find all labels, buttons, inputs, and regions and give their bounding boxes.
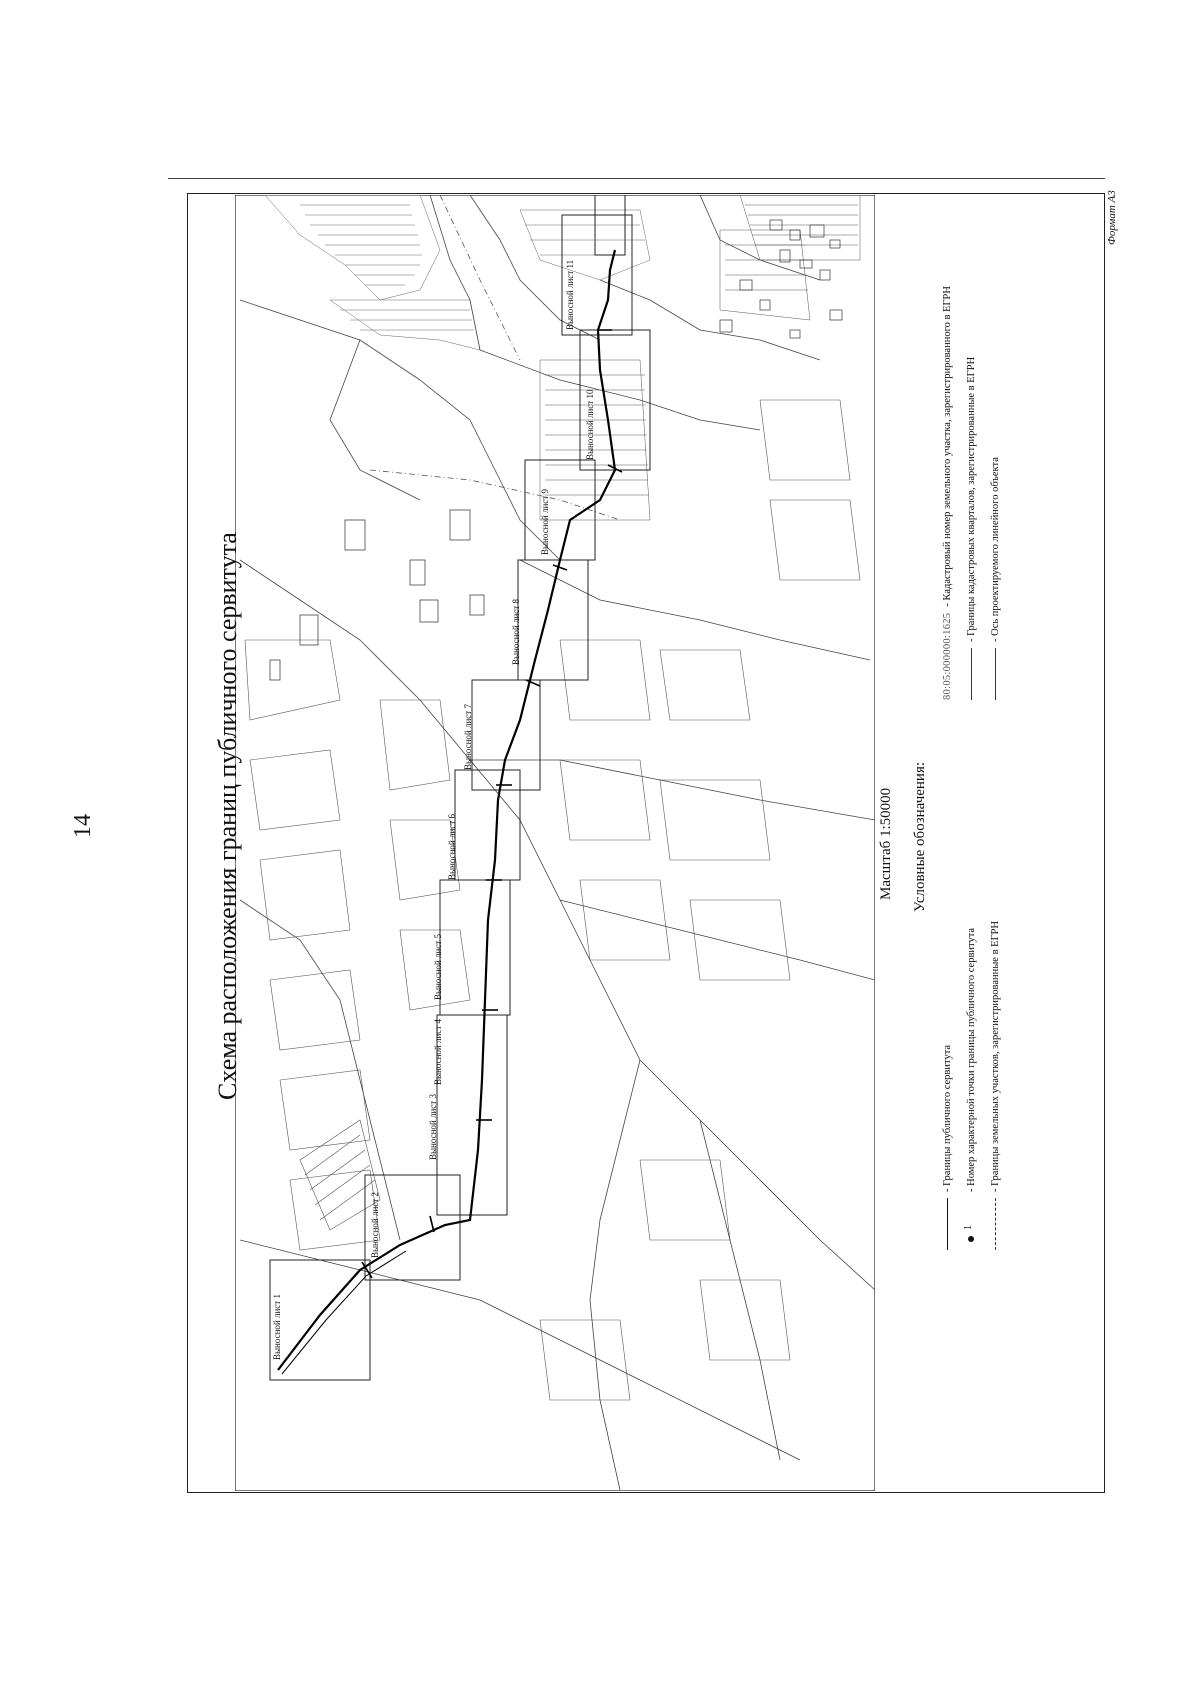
- legend-heading: Условные обозначения:: [912, 761, 928, 912]
- sheet-index-frames: [270, 195, 650, 1380]
- map-title: Схема расположения границ публичного сервитута: [213, 532, 242, 1100]
- legend-item-servitude-boundary: - Границы публичного сервитута: [935, 921, 959, 1250]
- sheet-label-2: Выносной лист 2: [370, 1192, 380, 1258]
- solid-line-symbol: [942, 1198, 952, 1250]
- sheet-label-6: Выносной лист 6: [447, 814, 457, 880]
- cadastral-number-sample: 80:05:000000:1625: [941, 612, 953, 700]
- legend-item-cadastral-number: 80:05:000000:1625 - Кадастровый номер земельного участка, зарегистрированного в ЕГРН: [941, 286, 953, 700]
- format-label: Формат А3: [1106, 190, 1118, 245]
- settlement-top-right: [720, 220, 842, 338]
- terrain-line-b: [240, 560, 875, 1290]
- hatched-terrain-top: [265, 195, 650, 350]
- map-scale: Масштаб 1:50000: [878, 787, 894, 900]
- legend-item-quarter-boundary: - Границы кадастровых кварталов, зарегистрированные в ЕГРН: [959, 286, 983, 700]
- terrain-line-a: [240, 300, 560, 560]
- sheet-label-11: Выносной лист 11: [565, 259, 575, 330]
- thin-line-symbol: [966, 648, 976, 700]
- legend-item-linear-axis: - Ось проектируемого линейного объекта: [983, 286, 1007, 700]
- sheet-label-9: Выносной лист 9: [540, 489, 550, 555]
- sheet-label-4: Выносной лист 4: [433, 1019, 443, 1085]
- servitude-route: [278, 250, 615, 1370]
- legend-item-parcel-boundary: - Границы земельных участков, зарегистрированные в ЕГРН: [983, 921, 1007, 1250]
- map-area-border: [235, 195, 875, 1491]
- point-marker-symbol: 1: [966, 1198, 976, 1250]
- page-number: 14: [70, 814, 96, 838]
- axis-line-symbol: [990, 648, 1000, 700]
- sheet-label-8: Выносной лист 8: [511, 599, 521, 665]
- right-parcels: [540, 400, 860, 1400]
- sheet-label-3: Выносной лист 3: [428, 1094, 438, 1160]
- sheet-label-5: Выносной лист 5: [433, 934, 443, 1000]
- route-ticks: [362, 330, 622, 1278]
- sheet-label-1: Выносной лист 1: [272, 1294, 282, 1360]
- dashed-line-symbol: [990, 1198, 1000, 1250]
- sheet-label-10: Выносной лист 10: [585, 389, 595, 460]
- legend-item-point-number: 1 - Номер характерной точки границы публичного сервитута: [959, 921, 983, 1250]
- isolated-parcels: [270, 510, 484, 680]
- sheet-label-7: Выносной лист 7: [463, 704, 473, 770]
- legend-column-right: [935, 286, 1007, 700]
- legend-column-left: [935, 921, 1007, 1250]
